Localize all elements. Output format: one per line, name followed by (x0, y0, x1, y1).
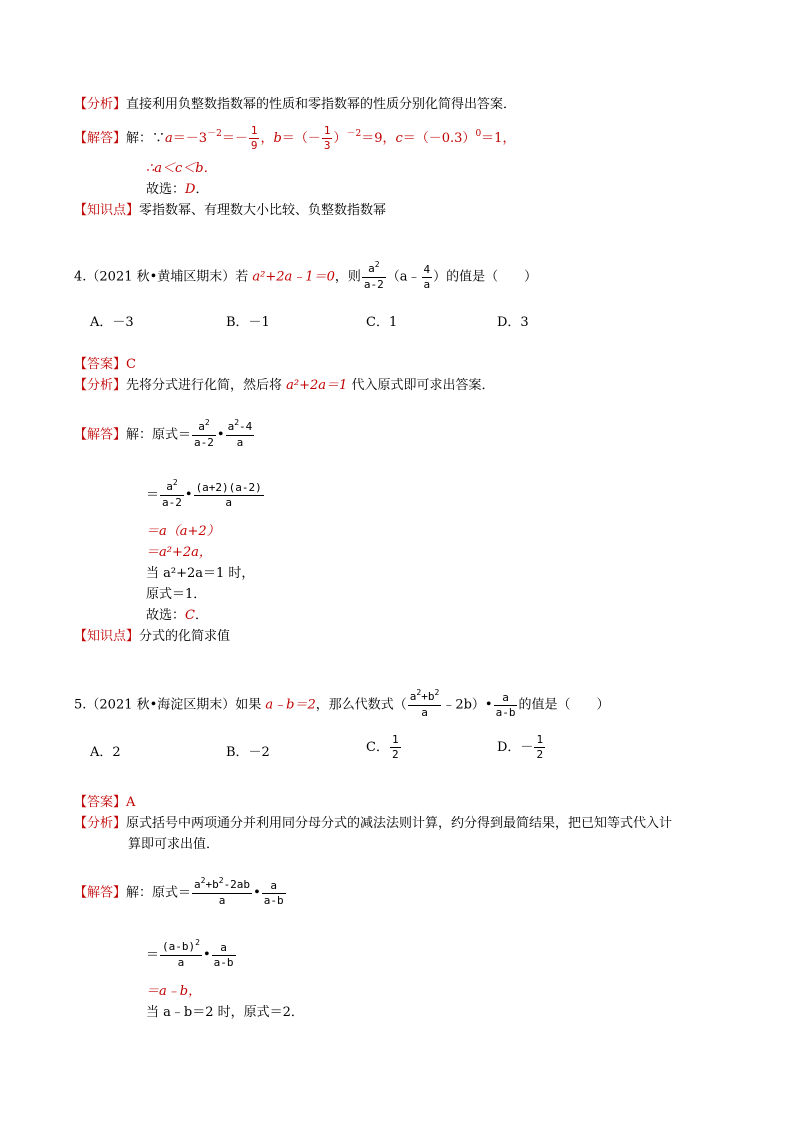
q5-s1-num-e1: 2 (200, 876, 206, 885)
q5-s2-frac2 (212, 941, 236, 970)
q4-solution-step2 (146, 480, 265, 510)
q4-stem-frac-num-base: a (368, 262, 375, 275)
q4-analysis-post: 代入原式即可求出答案． (347, 378, 495, 393)
q5-s2-frac2-den: a-b (213, 955, 234, 969)
q5-s1-num-b: +b (205, 878, 219, 891)
q4-paren-open: （a﹣ (386, 269, 421, 285)
q4-stem-frac (362, 262, 386, 292)
q5-num-a: a (409, 690, 417, 703)
q3-analysis-text: 直接利用负整数指数幂的性质和零指数幂的性质分别化简得出答案． (126, 97, 517, 112)
q3-choice-end: ． (195, 182, 209, 197)
q3-solution-line (74, 124, 515, 153)
q4-stem-frac2-num: 4 (423, 262, 431, 276)
q5-solution-step1 (74, 878, 287, 908)
q3-knowledge-text: 零指数幂、有理数大小比较、负整数指数幂 (139, 203, 387, 218)
q5-option-d[interactable] (497, 733, 546, 762)
q3-conclusion: ∴a＜c＜b． (146, 161, 217, 176)
q5-num-e2: 2 (434, 688, 440, 697)
q5-s1-num-e2: 2 (218, 876, 224, 885)
q4-choice-line (146, 608, 208, 624)
q5-option-b[interactable]: B．－2 (226, 745, 270, 760)
q3-frac-one-ninth (249, 124, 260, 153)
q4-option-b[interactable]: B．－1 (226, 315, 270, 330)
q4-s1-frac1-den: a-2 (194, 436, 214, 449)
q5-s2-num-base: (a-b) (162, 940, 196, 953)
q3-var-a: a (165, 131, 173, 146)
q5-s1-dot: • (253, 885, 261, 901)
q3-exp2: －2 (346, 129, 362, 139)
q5-num-e1: 2 (416, 688, 422, 697)
q5-opt-c-num: 1 (391, 733, 399, 746)
q3-sep: ， (260, 131, 274, 146)
q5-option-c-frac (390, 733, 401, 762)
q4-s1-f1-base: a (198, 420, 205, 433)
analysis-label: 【分析】 (74, 378, 127, 393)
q4-stem-mid: ，则 (334, 269, 361, 285)
q5-stem-mid: ，那么代数式（ (315, 697, 407, 713)
q3-knowledge-line (74, 203, 386, 219)
q4-s2-frac2-num: (a+2)(a-2) (195, 480, 262, 494)
q5-analysis-text1: 原式括号中两项通分并利用同分母分式的减法法则计算，约分得到最简结果，把已知等式代入计 (126, 816, 673, 831)
q5-s2-frac1 (160, 940, 202, 970)
q5-option-c[interactable] (366, 733, 402, 762)
q5-s2-dot: • (202, 947, 211, 963)
q5-stem-prefix: 5.（2021 秋•海淀区期末）如果 (74, 697, 266, 713)
q3-exp1: －2 (207, 129, 222, 139)
q4-s1-frac1-num (192, 420, 216, 436)
q3-var-c: c (395, 131, 403, 146)
q3-eq2: ＝－ (221, 131, 248, 146)
q4-s2-eq: ＝ (146, 487, 160, 503)
q4-step6: 原式＝1． (146, 587, 207, 602)
q4-sol-prefix: 解：原式＝ (126, 427, 192, 443)
q4-analysis-pre: 先将分式进行化简，然后将 (126, 378, 287, 393)
q4-stem-frac-den: a-2 (363, 278, 384, 291)
q5-option-d-label: D．－ (497, 740, 534, 755)
q5-analysis-line2: 算即可求出值． (128, 837, 220, 852)
q4-step3: ＝a（a+2） (146, 524, 220, 539)
q4-answer: C (126, 357, 136, 372)
q5-stem-frac-num (408, 690, 442, 706)
q5-sol-prefix: 解：原式＝ (126, 885, 192, 901)
q3-var-b: b (273, 131, 282, 146)
q4-s1-f1-exp: 2 (204, 418, 210, 427)
q4-stem-frac-num (362, 262, 386, 278)
q4-s2-frac1-den: a-2 (162, 496, 182, 509)
q5-option-c-label: C． (366, 740, 389, 755)
q4-s1-f2-base: a (227, 420, 235, 433)
q3-frac2-den: 3 (323, 139, 331, 152)
q3-b-val: ＝9， (361, 131, 396, 146)
q3-choice: D (185, 182, 196, 197)
q4-s2-frac1 (160, 480, 184, 510)
q5-option-a[interactable]: A．2 (90, 745, 121, 760)
q4-choice-prefix: 故选： (146, 608, 186, 623)
knowledge-label: 【知识点】 (74, 203, 140, 218)
q5-analysis-line1 (74, 816, 672, 832)
answer-label: 【答案】 (74, 357, 127, 372)
q5-minus2b: ﹣2b）• (442, 697, 493, 713)
q5-stem-frac2-den: a-b (495, 705, 516, 719)
q4-answer-line (74, 357, 136, 373)
q5-step3: ＝a﹣b， (146, 984, 202, 999)
solution-label: 【解答】 (74, 885, 127, 901)
q5-s2-frac1-den: a (177, 956, 185, 969)
q3-frac2-num: 1 (323, 124, 331, 137)
q4-stem-end: ）的值是（ ） (433, 269, 538, 285)
q3-analysis-line (74, 97, 516, 113)
q5-opt-d-num: 1 (536, 733, 544, 746)
q4-analysis-cond: a²+2a＝1 (286, 378, 348, 393)
q4-knowledge-text: 分式的化简求值 (139, 629, 231, 644)
q4-s2-f1-exp: 2 (172, 478, 178, 487)
q4-option-d[interactable]: D．3 (497, 315, 529, 330)
answer-label: 【答案】 (74, 795, 127, 810)
q4-stem-cond: a²+2a﹣1＝0 (252, 269, 335, 285)
q5-s1-frac2-num: a (262, 879, 286, 894)
q3-c-val: ＝1， (481, 131, 516, 146)
q4-s1-frac2 (226, 420, 255, 450)
q4-stem-frac2 (422, 263, 433, 292)
q5-option-d-frac (534, 733, 545, 762)
q3-b-close: ） (333, 131, 347, 146)
q5-stem-frac2 (494, 691, 518, 720)
q3-c-eq: ＝（－0.3） (402, 131, 476, 146)
q3-b-eq: ＝（－ (281, 131, 321, 146)
q5-s2-eq: ＝ (146, 947, 160, 963)
q3-eq1: ＝－3 (172, 131, 208, 146)
q5-s2-frac1-num (160, 940, 202, 956)
q4-option-a[interactable]: A．－3 (90, 315, 134, 330)
q4-knowledge-line (74, 629, 230, 645)
q4-s1-dot: • (216, 427, 225, 443)
q5-stem (74, 690, 609, 720)
q4-s2-frac2-den: a (225, 495, 232, 509)
q3-exp3: 0 (475, 129, 482, 139)
q4-stem-frac2-den: a (423, 277, 431, 291)
q5-stem-cond: a﹣b＝2 (265, 697, 316, 713)
q4-s1-f2-rest: -4 (239, 420, 253, 433)
q3-frac1-num: 1 (250, 124, 258, 137)
q5-step4: 当 a﹣b＝2 时，原式＝2． (146, 1005, 304, 1020)
q5-opt-d-den: 2 (536, 748, 544, 761)
q5-s2-num-exp: 2 (195, 938, 200, 947)
solution-label: 【解答】 (74, 131, 127, 146)
q5-s1-frac1 (192, 878, 252, 908)
q4-choice-end: ． (194, 608, 208, 623)
q5-stem-frac (408, 690, 442, 720)
q4-s2-frac2 (194, 481, 264, 510)
q5-stem-end: 的值是（ ） (518, 697, 610, 713)
q5-s1-num-a: a (194, 878, 201, 891)
q4-s2-f1-base: a (166, 480, 173, 493)
q4-stem-prefix: 4.（2021 秋•黄埔区期末）若 (74, 269, 253, 285)
q5-s2-frac2-num: a (212, 941, 236, 956)
q5-s1-frac1-den: a (218, 894, 226, 907)
q5-stem-frac-den: a (421, 706, 428, 719)
q4-s1-frac2-den: a (236, 436, 244, 449)
q3-sol-prefix: 解：∵ (126, 131, 166, 146)
q5-s1-frac2 (262, 879, 286, 908)
q4-s1-frac2-num (226, 420, 255, 436)
solution-label: 【解答】 (74, 427, 127, 443)
q4-option-c[interactable]: C．1 (366, 315, 398, 330)
q5-num-plus: +b (421, 690, 435, 703)
q3-choice-prefix: 故选： (146, 182, 186, 197)
knowledge-label: 【知识点】 (74, 629, 140, 644)
q4-stem-frac-num-exp: 2 (374, 260, 380, 269)
analysis-label: 【分析】 (74, 816, 127, 831)
q4-step5: 当 a²+2a＝1 时， (146, 566, 255, 581)
analysis-label: 【分析】 (74, 97, 127, 112)
q4-s2-frac1-num (160, 480, 184, 496)
q4-solution-step1 (74, 420, 255, 450)
q5-answer-line (74, 795, 135, 811)
q4-step4: ＝a²+2a， (146, 545, 212, 560)
q5-answer: A (126, 795, 136, 810)
q3-choice-line (146, 182, 208, 198)
q4-analysis-line (74, 378, 494, 394)
q5-stem-frac2-num: a (494, 691, 518, 706)
q5-s1-num-rest: -2ab (223, 878, 251, 891)
q4-choice: C (185, 608, 195, 623)
q4-s1-frac1 (192, 420, 216, 450)
q5-solution-step2 (146, 940, 237, 970)
q5-s1-frac2-den: a-b (263, 893, 284, 907)
q3-frac1-den: 9 (250, 139, 258, 152)
q4-s2-dot: • (184, 487, 193, 503)
q5-s1-frac1-num (192, 878, 252, 894)
q4-stem (74, 262, 537, 292)
q5-opt-c-den: 2 (391, 748, 399, 761)
q4-s1-f2-exp: 2 (234, 418, 240, 427)
q3-frac-one-third (322, 124, 333, 153)
